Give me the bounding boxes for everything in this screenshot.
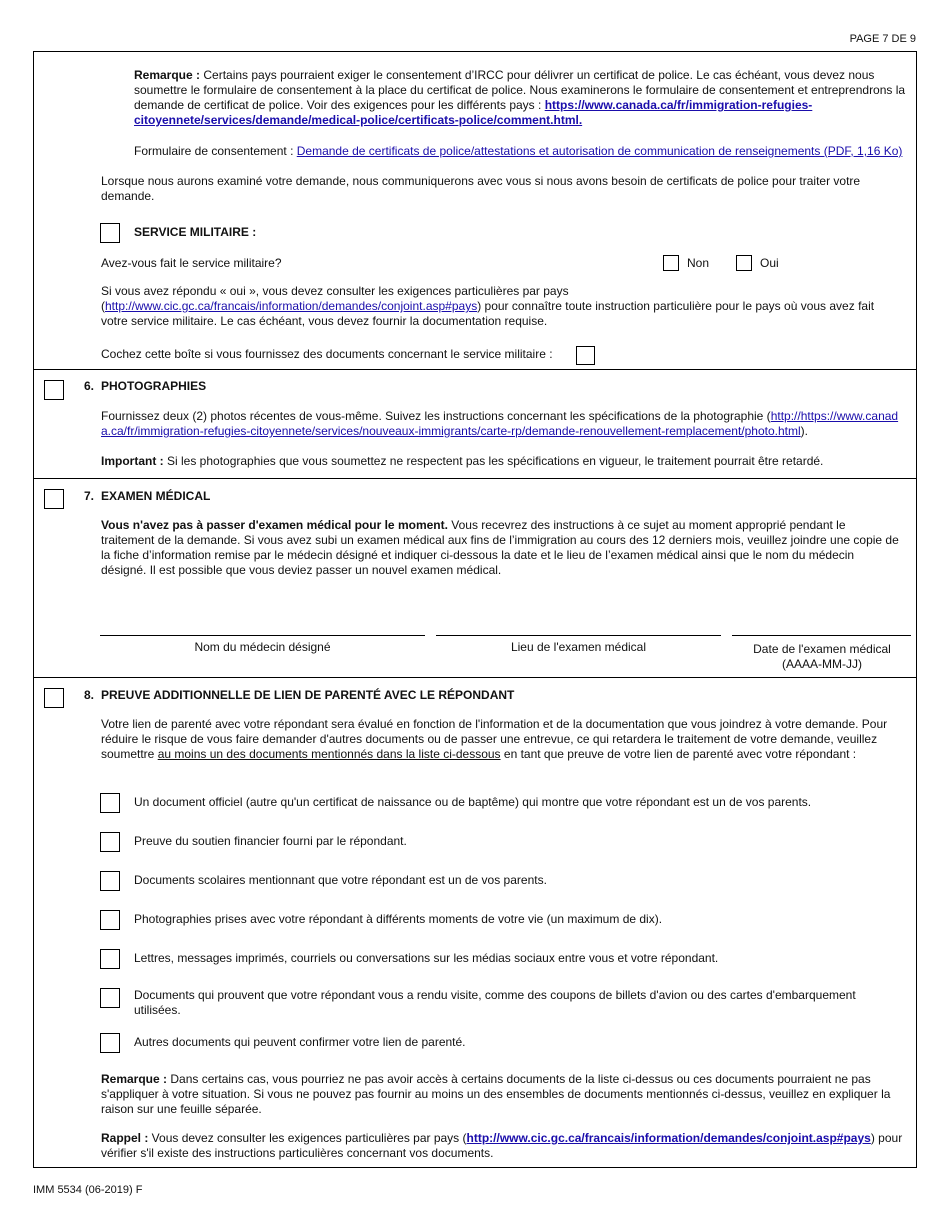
proof-title: PREUVE ADDITIONNELLE DE LIEN DE PARENTÉ AVEC LE RÉPONDANT [101,688,515,702]
important-label: Important : [101,454,164,468]
medical-text [101,518,901,578]
rappel-pays-link[interactable]: http://www.cic.gc.ca/francais/information/demandes/conjoint.asp#pays [466,1131,871,1145]
military-docs-checkbox[interactable] [576,346,595,365]
consent-form-link[interactable]: Demande de certificats de police/attestations et autorisation de communication de renseignements (PDF, 1,16 Ko) [296,144,903,158]
proof-intro-after: en tant que preuve de votre lien de parenté avec votre répondant : [500,747,857,761]
police-countries-link[interactable]: https://www.canada.ca/fr/immigration-refugies-citoyennete/services/demande/medical-police/certificats-police/comment.html. [134,98,813,127]
page-number: PAGE 7 DE 9 [849,33,916,45]
form-footer: IMM 5534 (06-2019) F [33,1184,143,1196]
divider [33,478,917,479]
proof-item-checkbox[interactable] [100,871,120,891]
proof-item-checkbox[interactable] [100,832,120,852]
military-no-label: Non [687,256,710,270]
military-check-text: Cochez cette boîte si vous fournissez des documents concernant le service militaire : [101,347,553,361]
proof-section-checkbox[interactable] [44,688,64,708]
proof-number: 8. [84,688,95,702]
medical-body-text: Vous recevrez des instructions à ce sujet au moment approprié pendant le traitement de la demande. Si vous avez subi un examen médical aux fins de l’immigration au cours des 12 derniers mois, veuillez joindre une copie de la fiche d’information remise par le médecin désigné et indiquer ci-dessous la date et le lieu de l’examen médical ainsi que le nom du médecin désigné. Il est possible que vous deviez passer un nouvel examen médical. [101,518,899,577]
military-pays-link[interactable]: http://www.cic.gc.ca/francais/information/demandes/conjoint.asp#pays [105,299,478,313]
photos-number: 6. [84,379,95,393]
consent-label: Formulaire de consentement : [134,144,297,158]
proof-item-checkbox[interactable] [100,988,120,1008]
rappel-label: Rappel : [101,1131,149,1145]
photos-section-checkbox[interactable] [44,380,64,400]
photos-text-before: Fournissez deux (2) photos récentes de vous-même. Suivez les instructions concernant les spécifications de la photographie ( [101,409,771,423]
remarque-text: Certains pays pourraient exiger le consentement d’IRCC pour délivrer un certificat de police. Le cas échéant, vous devez nous soumettre le formulaire de consentement à la place du certificat de police. Nous examinerons le formulaire de consentement et entreprendrons la demande de certificat de police. Voir des exigences pour les différents pays : [134,68,906,112]
proof-remarque-text: Dans certains cas, vous pourriez ne pas avoir accès à certains documents de la liste ci-dessus ou ces documents pourraient ne pas s'appliquer à votre situation. Si vous ne pouvez pas fournir au moins un des ensembles de documents mentionnés ci-dessus, veuillez en expliquer la raison sur une feuille séparée. [101,1072,891,1116]
proof-intro-before: Votre lien de parenté avec votre répondant sera évalué en fonction de l'information et de la documentation que vous joindrez à votre demande. Pour réduire le risque de vous faire demander d'autres documents ou de passer une entrevue, ce qui retardera le traitement de votre demande, veuillez soumettre [101,717,888,761]
divider [33,1167,917,1168]
proof-intro [101,717,901,762]
proof-item-checkbox[interactable] [100,949,120,969]
divider [33,51,917,52]
proof-item-checkbox[interactable] [100,910,120,930]
exam-date-field[interactable] [732,635,911,636]
divider [33,677,917,678]
proof-rappel [101,1131,907,1161]
proof-item-label: Preuve du soutien financier fourni par le répondant. [134,834,407,848]
military-info [101,284,901,329]
exam-date-label: Date de l'examen médical (AAAA-MM-JJ) [753,642,891,671]
military-yes-checkbox[interactable] [736,255,752,271]
doctor-name-label: Nom du médecin désigné [194,640,331,654]
medical-section-checkbox[interactable] [44,489,64,509]
proof-item-label: Autres documents qui peuvent confirmer votre lien de parenté. [134,1035,466,1049]
police-remarque [134,68,910,128]
military-info-after: ) pour connaître toute instruction particulière pour le pays où vous avez fait votre service militaire. Le cas échéant, vous devez fournir la documentation requise. [101,299,875,328]
divider [33,369,917,370]
military-no-checkbox[interactable] [663,255,679,271]
medical-number: 7. [84,489,95,503]
military-info-before: Si vous avez répondu « oui », vous devez consulter les exigences particulières par pays ( [101,284,569,313]
proof-remarque-label: Remarque : [101,1072,168,1086]
proof-item-checkbox[interactable] [100,793,120,813]
important-text: Si les photographies que vous soumettez ne respectent pas les spécifications en vigueur, le traitement pourrait être retardé. [163,454,824,468]
military-yes-label: Oui [760,256,779,270]
photos-title: PHOTOGRAPHIES [101,379,207,393]
proof-item-label: Documents scolaires mentionnant que votre répondant est un de vos parents. [134,873,547,887]
proof-item-checkbox[interactable] [100,1033,120,1053]
photos-important [101,454,901,469]
proof-intro-underline: au moins un des documents mentionnés dans la liste ci-dessous [157,747,501,761]
photos-instructions [101,409,906,439]
military-question: Avez-vous fait le service militaire? [101,256,282,270]
exam-place-field[interactable] [436,635,721,636]
photos-spec-link[interactable]: http://https://www.canada.ca/fr/immigration-refugies-citoyennete/services/nouveaux-immigrants/carte-rp/demande-renouvellement-remplacement/photo.html [101,409,899,438]
consent-form-line [134,144,910,159]
proof-remarque [101,1072,907,1117]
proof-item-label: Documents qui prouvent que votre répondant vous a rendu visite, comme des coupons de billets d'avion ou des cartes d'embarquement utilisées. [134,988,856,1017]
medical-title: EXAMEN MÉDICAL [101,489,211,503]
military-title: SERVICE MILITAIRE : [134,225,257,239]
rappel-before: Vous devez consulter les exigences particulières par pays ( [148,1131,467,1145]
remarque-label: Remarque : [134,68,201,82]
proof-item-label: Photographies prises avec votre répondant à différents moments de votre vie (un maximum de dix). [134,912,663,926]
exam-place-label: Lieu de l'examen médical [510,640,647,654]
photos-text-after: ). [800,424,808,438]
police-after-text: Lorsque nous aurons examiné votre demande, nous communiquerons avec vous si nous avons besoin de certificats de police pour traiter votre demande. [101,174,861,203]
military-checkbox[interactable] [100,223,120,243]
proof-item-label: Lettres, messages imprimés, courriels ou conversations sur les médias sociaux entre vous et votre répondant. [134,951,719,965]
proof-item-label: Un document officiel (autre qu'un certificat de naissance ou de baptême) qui montre que votre répondant est un de vos parents. [134,795,812,809]
doctor-name-field[interactable] [100,635,425,636]
medical-bold-text: Vous n'avez pas à passer d'examen médical pour le moment. [101,518,448,532]
rappel-after: ) pour vérifier s'il existe des instructions particulières concernant vos documents. [101,1131,903,1160]
